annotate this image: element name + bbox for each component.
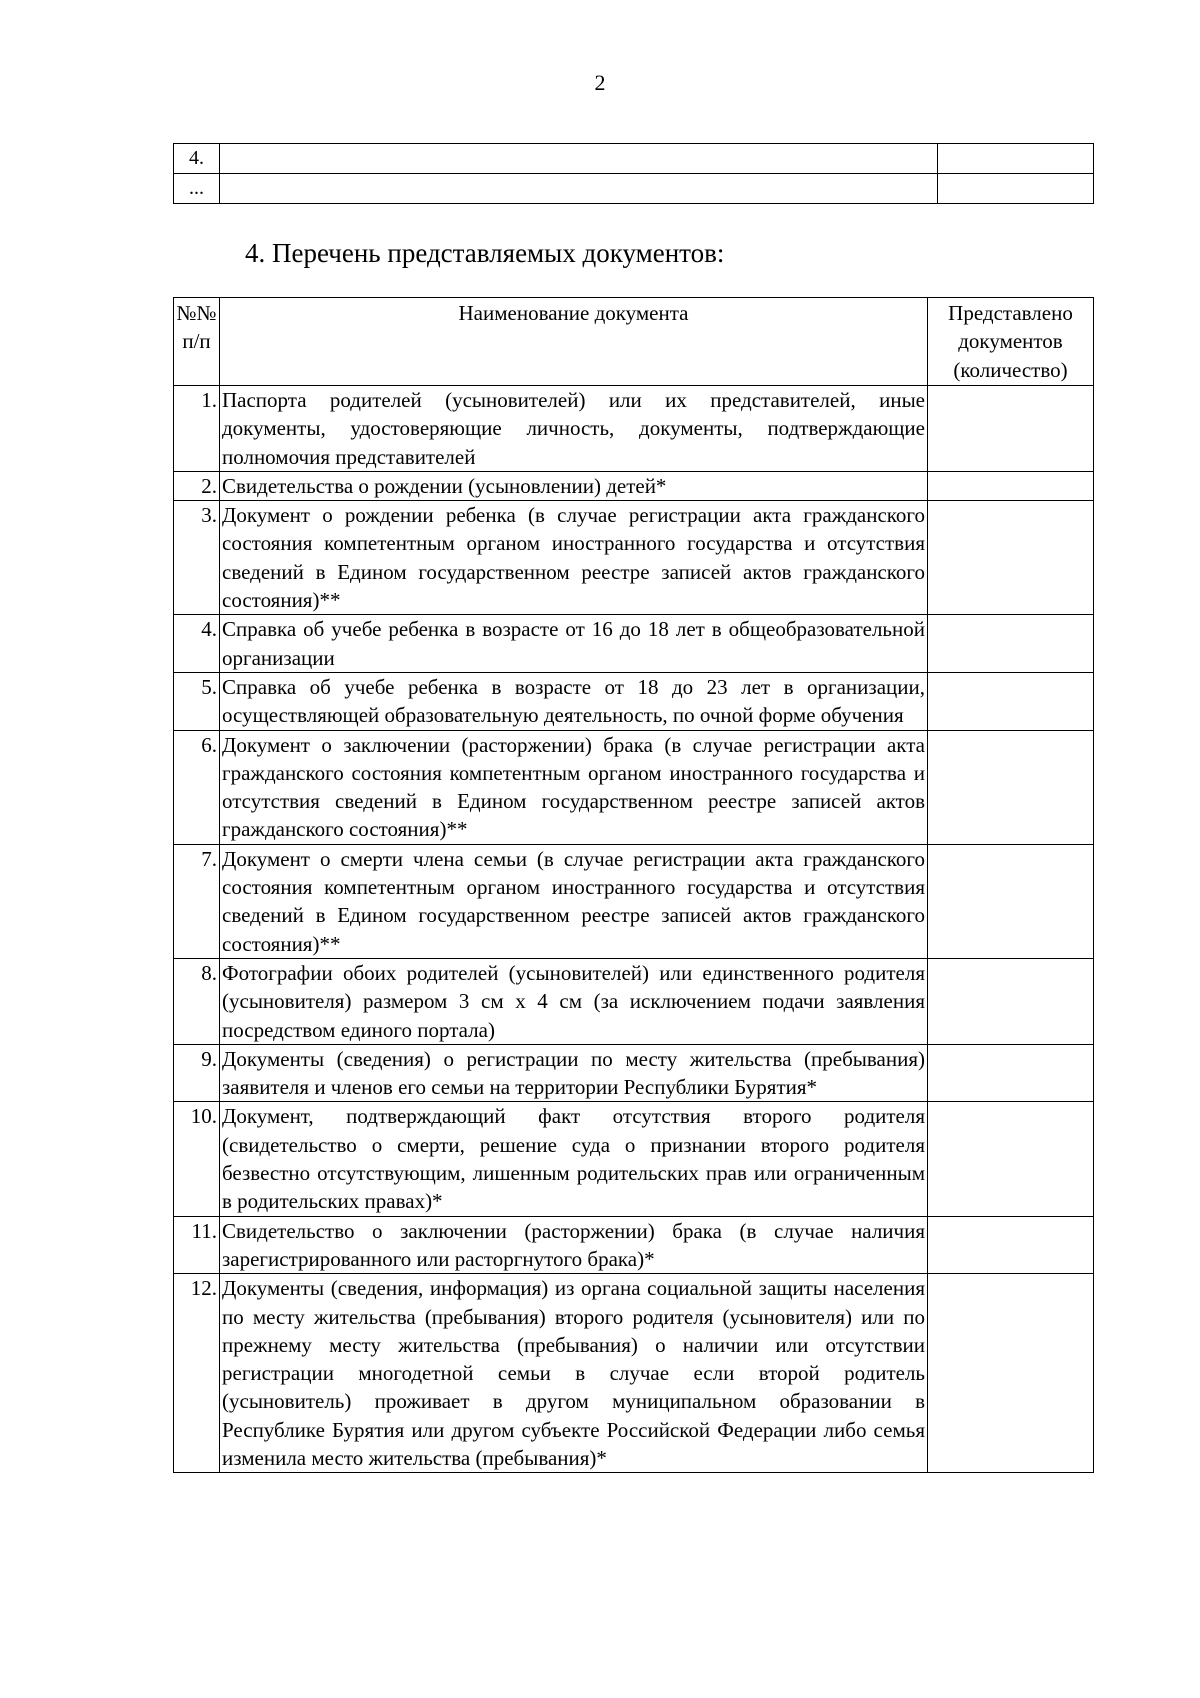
row-number: 5. [174, 672, 220, 730]
row-number: 6. [174, 730, 220, 844]
header-number: №№ п/п [174, 298, 220, 386]
row-number: 4. [174, 144, 220, 174]
table-row [174, 1274, 1094, 1473]
row-quantity [928, 386, 1094, 472]
row-quantity [928, 672, 1094, 730]
table-row [174, 174, 1094, 204]
row-number: 12. [174, 1274, 220, 1473]
table-row [174, 615, 1094, 673]
row-number: 2. [174, 471, 220, 500]
row-number: 10. [174, 1102, 220, 1216]
row-quantity [928, 958, 1094, 1044]
header-name: Наименование документа [220, 298, 928, 386]
page-number: 2 [594, 70, 606, 95]
row-quantity [928, 615, 1094, 673]
row-document-name: Свидетельства о рождении (усыновлении) детей* [220, 471, 928, 500]
table-row [174, 730, 1094, 844]
section-heading: 4. Перечень представляемых документов: [245, 238, 725, 268]
row-quantity [928, 1102, 1094, 1216]
row-document-name: Свидетельство о заключении (расторжении) брака (в случае наличия зарегистрированного или расторгнутого брака)* [220, 1216, 928, 1274]
row-quantity [928, 844, 1094, 958]
documents-table [173, 297, 1094, 1473]
row-document-name: Документы (сведения, информация) из органа социальной защиты населения по месту жительства (пребывания) второго родителя (усыновителя) или по прежнему месту жительства (пребывания) о наличии или отсутствии регистрации многодетной семьи в случае если второй родитель (усыновитель) проживает в другом муниципальном образовании в Республике Бурятия или другом субъекте Российской Федерации либо семья изменила место жительства (пребывания)* [220, 1274, 928, 1473]
row-document-name: Документ, подтверждающий факт отсутствия второго родителя (свидетельство о смерти, решение суда о признании второго родителя безвестно отсутствующим, лишенным родительских прав или ограниченным в родительских правах)* [220, 1102, 928, 1216]
row-name [220, 144, 938, 174]
continued-table [173, 143, 1094, 204]
row-number: 11. [174, 1216, 220, 1274]
row-document-name: Справка об учебе ребенка в возрасте от 18 до 23 лет в организации, осуществляющей образовательную деятельность, по очной форме обучения [220, 672, 928, 730]
table-row [174, 1102, 1094, 1216]
row-quantity [928, 501, 1094, 615]
table-row [174, 144, 1094, 174]
row-number: ... [174, 174, 220, 204]
row-number: 1. [174, 386, 220, 472]
row-number: 3. [174, 501, 220, 615]
row-document-name: Документ о рождении ребенка (в случае регистрации акта гражданского состояния компетентным органом иностранного государства и отсутствия сведений в Едином государственном реестре записей актов гражданского состояния)** [220, 501, 928, 615]
row-document-name: Фотографии обоих родителей (усыновителей) или единственного родителя (усыновителя) размером 3 см х 4 см (за исключением подачи заявления посредством единого портала) [220, 958, 928, 1044]
row-document-name: Документ о заключении (расторжении) брака (в случае регистрации акта гражданского состояния компетентным органом иностранного государства и отсутствия сведений в Едином государственном реестре записей актов гражданского состояния)** [220, 730, 928, 844]
row-quantity [928, 1274, 1094, 1473]
row-value [938, 174, 1094, 204]
row-document-name: Документы (сведения) о регистрации по месту жительства (пребывания) заявителя и членов его семьи на территории Республики Бурятия* [220, 1044, 928, 1102]
table-row [174, 471, 1094, 500]
row-quantity [928, 730, 1094, 844]
table-row [174, 1216, 1094, 1274]
table-row [174, 501, 1094, 615]
row-number: 7. [174, 844, 220, 958]
header-row [174, 298, 1094, 386]
row-number: 8. [174, 958, 220, 1044]
table-row [174, 1044, 1094, 1102]
row-value [938, 144, 1094, 174]
row-document-name: Документ о смерти члена семьи (в случае регистрации акта гражданского состояния компетентным органом иностранного государства и отсутствия сведений в Едином государственном реестре записей актов гражданского состояния)** [220, 844, 928, 958]
table-row [174, 958, 1094, 1044]
row-number: 4. [174, 615, 220, 673]
table-row [174, 672, 1094, 730]
row-document-name: Паспорта родителей (усыновителей) или их представителей, иные документы, удостоверяющие личность, документы, подтверждающие полномочия представителей [220, 386, 928, 472]
row-name [220, 174, 938, 204]
row-document-name: Справка об учебе ребенка в возрасте от 16 до 18 лет в общеобразовательной организации [220, 615, 928, 673]
row-quantity [928, 1044, 1094, 1102]
row-quantity [928, 471, 1094, 500]
table-row [174, 844, 1094, 958]
table-row [174, 386, 1094, 472]
header-quantity: Представлено документов (количество) [928, 298, 1094, 386]
row-quantity [928, 1216, 1094, 1274]
row-number: 9. [174, 1044, 220, 1102]
